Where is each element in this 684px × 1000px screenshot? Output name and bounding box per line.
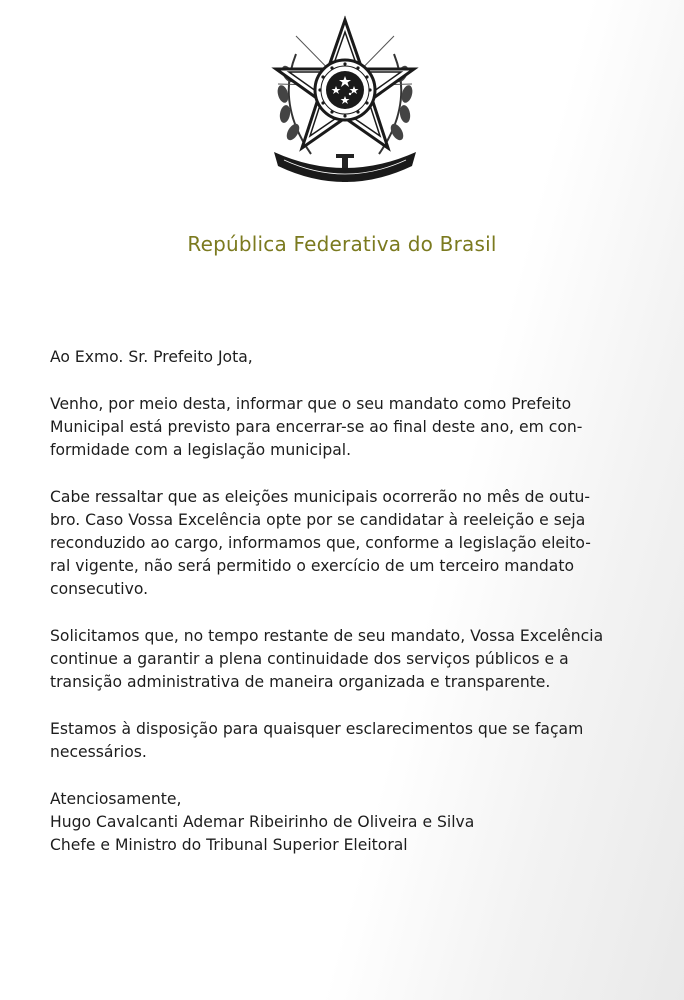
paragraph-line: consecutivo. <box>50 580 149 598</box>
paragraph-line: ral vigente, não será permitido o exercício de um terceiro mandato <box>50 557 574 575</box>
letter-body <box>50 346 650 857</box>
paragraph-line: Cabe ressaltar que as eleições municipais ocorrerão no mês de outu- <box>50 488 591 506</box>
salutation: Ao Exmo. Sr. Prefeito Jota, <box>50 348 253 366</box>
closing: Atenciosamente, <box>50 790 182 808</box>
paragraph-line: reconduzido ao cargo, informamos que, conforme a legislação eleito- <box>50 534 591 552</box>
paragraph-line: Municipal está previsto para encerrar-se ao final deste ano, em con- <box>50 418 583 436</box>
paragraph-line: transição administrativa de maneira organizada e transparente. <box>50 673 551 691</box>
paragraph-line: necessários. <box>50 743 147 761</box>
paragraph-2 <box>50 486 650 601</box>
paragraph-line: bro. Caso Vossa Excelência opte por se candidatar à reeleição e seja <box>50 511 586 529</box>
paragraph-4 <box>50 718 650 764</box>
signature-block <box>50 788 650 857</box>
signer-title: Chefe e Ministro do Tribunal Superior Eleitoral <box>50 836 408 854</box>
paragraph-line: Venho, por meio desta, informar que o seu mandato como Prefeito <box>50 395 572 413</box>
paragraph-line: Estamos à disposição para quaisquer esclarecimentos que se façam <box>50 720 584 738</box>
paragraph-line: formidade com a legislação municipal. <box>50 441 352 459</box>
paragraph-line: continue a garantir a plena continuidade dos serviços públicos e a <box>50 650 569 668</box>
brazil-coat-of-arms-icon <box>266 14 424 186</box>
signer-name: Hugo Cavalcanti Ademar Ribeirinho de Oliveira e Silva <box>50 813 475 831</box>
paragraph-line: Solicitamos que, no tempo restante de seu mandato, Vossa Excelência <box>50 627 604 645</box>
paragraph-1 <box>50 393 650 462</box>
header-title: República Federativa do Brasil <box>187 232 497 256</box>
paragraph-3 <box>50 625 650 694</box>
